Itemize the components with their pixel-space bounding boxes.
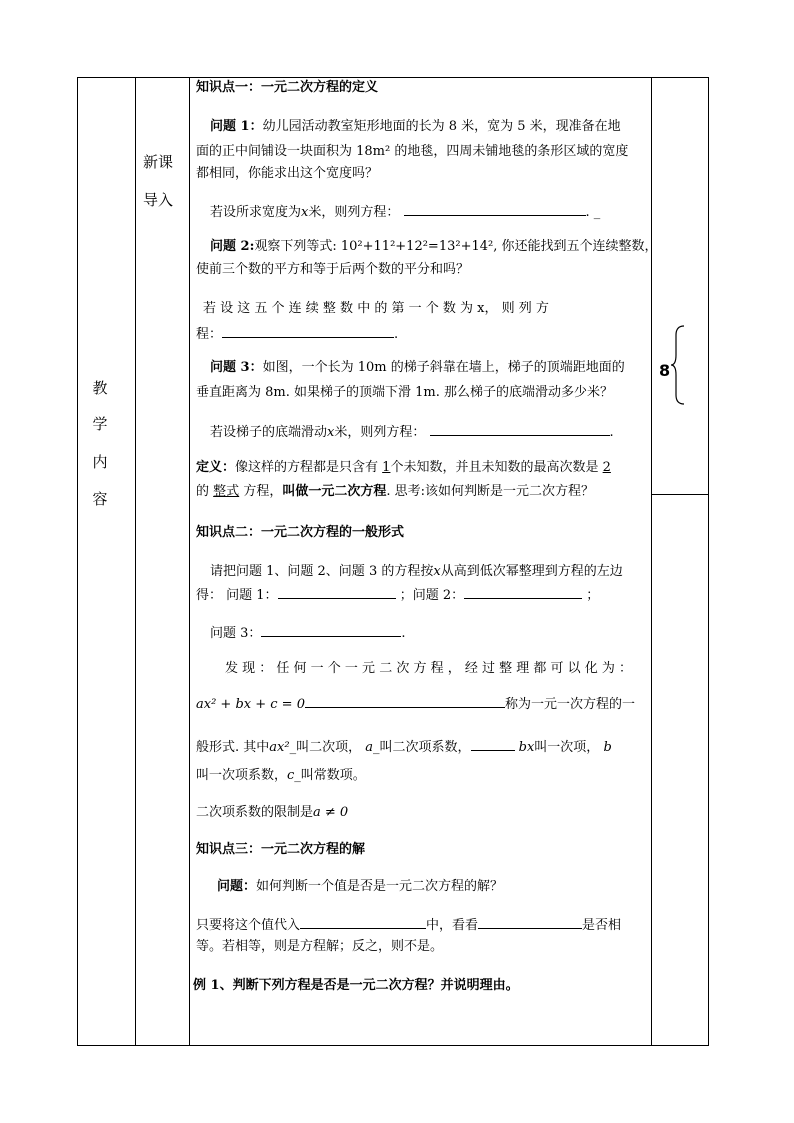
- gf-text-b: _叫二次项，: [289, 740, 362, 755]
- gf-text-a: 般形式. 其中: [196, 740, 270, 755]
- left-col-char-3: 内: [92, 453, 108, 471]
- kp2-line3: [210, 622, 406, 644]
- kp2-text-3b: .: [401, 626, 406, 641]
- definition-text-a: 像这样的方程都是只含有: [235, 460, 379, 475]
- q2-setup-line2: [196, 323, 398, 345]
- limit-text: 二次项系数的限制是: [196, 805, 314, 820]
- kp3-blank-1[interactable]: [300, 914, 426, 929]
- kp2-text-2a: 得： 问题 1：: [196, 588, 278, 603]
- definition-text-c: 个未知数，并且未知数的最高次数是: [390, 460, 599, 475]
- q2-setup-text: 程：: [196, 327, 223, 342]
- gf-text-2b: _叫常数项。: [294, 768, 366, 783]
- q3-setup-text-2: 米，则列方程：: [334, 425, 426, 440]
- gf-bx: bx: [518, 740, 535, 755]
- general-form-blank[interactable]: [305, 693, 505, 708]
- q2-setup-line1: 若 设 这 五 个 连 续 整 数 中 的 第 一 个 数 为 x， 则 列 方: [203, 301, 549, 316]
- general-form-desc-1: [196, 736, 612, 758]
- kp3-ans-c: 是否相: [582, 918, 622, 933]
- general-form-desc-2: [196, 766, 366, 786]
- coefficient-limit: [196, 803, 348, 823]
- definition-blank-2: 2: [602, 460, 611, 475]
- definition-term: 叫做一元二次方程: [282, 484, 387, 499]
- kp2-text-3a: 问题 3：: [210, 626, 262, 641]
- definition-line1: [196, 458, 611, 478]
- kp1-title: 知识点一：一元二次方程的定义: [196, 80, 379, 95]
- kp3-q-label: 问题：: [217, 879, 257, 894]
- q1-setup-var: x: [301, 205, 309, 220]
- q3-text-1: 如图，一个长为 10m 的梯子斜靠在墙上，梯子的顶端距地面的: [262, 360, 625, 375]
- column-divider-2: [189, 77, 190, 1046]
- left-col-char-1: 教: [92, 379, 108, 397]
- kp2-q2-blank[interactable]: [464, 584, 582, 599]
- q1-text-1: 幼儿园活动教室矩形地面的长为 8 米，宽为 5 米，现准备在地: [262, 119, 621, 134]
- kp2-line2: [196, 584, 599, 606]
- section-label-line1: 新课: [143, 153, 174, 171]
- kp2-text-2c: ；: [586, 588, 600, 603]
- q3-setup: [210, 421, 614, 443]
- gf-ax2: ax²: [269, 740, 290, 755]
- kp3-question: [217, 877, 503, 897]
- q1-answer-blank[interactable]: [404, 201, 586, 216]
- gf-a: a: [365, 740, 373, 755]
- right-cell-divider: [651, 494, 709, 495]
- q1-label: 问题 1：: [210, 119, 263, 134]
- q1-line1: [210, 117, 621, 137]
- q3-answer-blank[interactable]: [430, 421, 610, 436]
- q1-setup-text-2: 米，则列方程：: [308, 205, 400, 220]
- kp3-title: 知识点三：一元二次方程的解: [196, 842, 366, 857]
- q1-line3: 都相同，你能求出这个宽度吗？: [196, 166, 379, 181]
- example-1: 例 1、判断下列方程是否是一元二次方程？并说明理由。: [193, 978, 519, 993]
- definition-text-g: 方程，: [243, 484, 283, 499]
- kp3-ans-a: 只要将这个值代入: [196, 918, 301, 933]
- q1-setup-text: 若设所求宽度为: [210, 205, 302, 220]
- q2-setup-end: .: [394, 327, 399, 342]
- q3-setup-text: 若设梯子的底端滑动: [210, 425, 328, 440]
- kp2-title: 知识点二：一元二次方程的一般形式: [196, 525, 405, 540]
- kp3-ans-b: 中，看看: [426, 918, 479, 933]
- kp2-text-1b: 从高到低次幂整理到方程的左边: [440, 564, 623, 579]
- kp3-q-text: 如何判断一个值是否是一元二次方程的解？: [256, 879, 504, 894]
- gf-text-c: _叫二次项系数，: [372, 740, 471, 755]
- kp3-answer-line2: 等。若相等，则是方程解；反之，则不是。: [196, 939, 444, 954]
- q1-setup: [210, 201, 600, 223]
- definition-text-e: 的: [196, 484, 210, 499]
- kp2-q3-blank[interactable]: [261, 622, 401, 637]
- q2-answer-blank[interactable]: [222, 323, 394, 338]
- curly-brace-icon: [670, 325, 686, 405]
- q3-line2: 垂直距离为 8m. 如果梯子的顶端下滑 1m. 那么梯子的底端滑动多少米？: [196, 385, 613, 400]
- time-minutes: 8: [659, 361, 671, 380]
- q3-setup-var: x: [327, 425, 335, 440]
- definition-line2: [196, 482, 594, 502]
- discovery-line: 发 现 ： 任 何 一 个 一 元 二 次 方 程 ， 经 过 整 理 都 可 以 化 为 ：: [225, 661, 633, 676]
- kp3-blank-2[interactable]: [478, 914, 582, 929]
- q2-label: 问题 2:: [210, 239, 255, 254]
- left-col-char-2: 学: [92, 415, 108, 433]
- definition-label: 定义：: [196, 460, 236, 475]
- definition-text-i: . 思考:该如何判断是一元二次方程？: [386, 484, 594, 499]
- gf-text-d: 叫一次项，: [534, 740, 600, 755]
- gf-b: b: [603, 740, 612, 755]
- left-col-char-4: 容: [92, 490, 108, 508]
- definition-blank-1: 1: [382, 460, 391, 475]
- q3-label: 问题 3：: [210, 360, 263, 375]
- kp2-line1: [210, 562, 623, 582]
- general-form-line: [196, 693, 635, 715]
- kp2-q1-blank[interactable]: [278, 584, 396, 599]
- q2-line1: [210, 237, 658, 257]
- q2-text-1: 观察下列等式: 10²+11²+12²=13²+14², 你还能找到五个连续整数，: [254, 239, 658, 254]
- definition-blank-3: 整式: [213, 484, 240, 499]
- gf-text-2a: 叫一次项系数，: [196, 768, 288, 783]
- kp2-var: x: [433, 564, 441, 579]
- kp3-answer-line1: [196, 914, 621, 936]
- q3-line1: [210, 358, 625, 378]
- column-divider-3: [651, 77, 652, 1046]
- general-form-text: 称为一元一次方程的一: [504, 697, 635, 712]
- q1-setup-end: . _: [585, 205, 601, 220]
- q1-line2: 面的正中间铺设一块面积为 18m² 的地毯，四周未铺地毯的条形区域的宽度: [196, 144, 629, 159]
- column-divider-1: [135, 77, 136, 1046]
- gf-bx-blank[interactable]: [471, 736, 515, 751]
- q3-setup-end: .: [609, 425, 614, 440]
- gf-c: c: [287, 768, 295, 783]
- kp2-text-1: 请把问题 1、问题 2、问题 3 的方程按: [210, 564, 434, 579]
- q2-line2: 使前三个数的平方和等于后两个数的平分和吗？: [196, 262, 470, 277]
- general-form-equation: ax² + bx + c = 0: [196, 697, 305, 712]
- kp2-text-2b: ；问题 2：: [399, 588, 465, 603]
- section-label-line2: 导入: [143, 191, 174, 209]
- limit-expression: a ≠ 0: [313, 805, 349, 820]
